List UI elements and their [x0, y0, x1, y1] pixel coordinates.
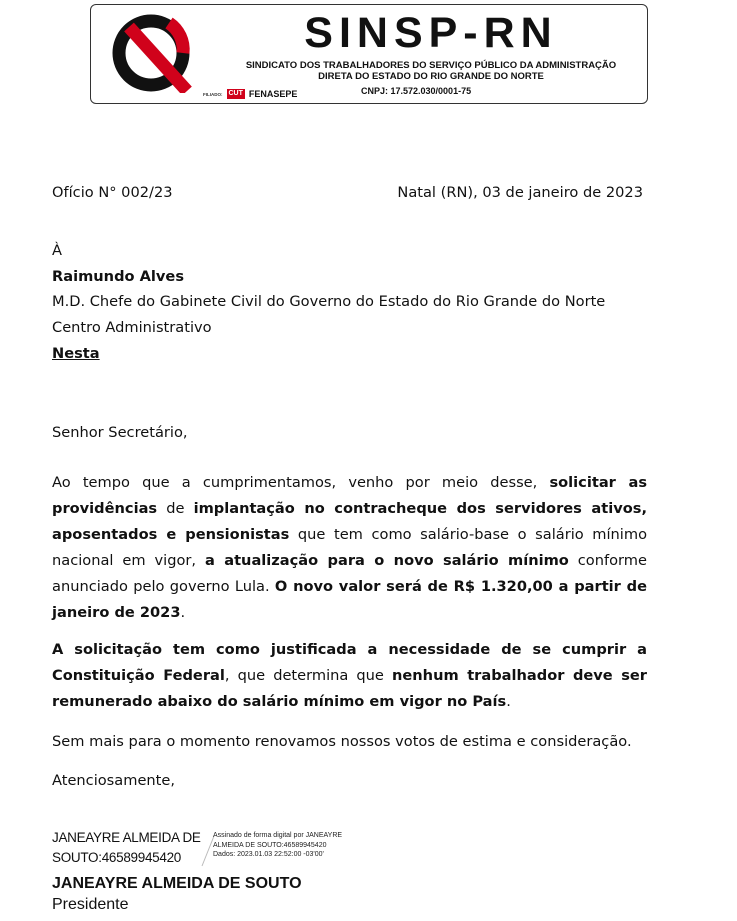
- text-run: conforme anunciado pelo governo Lula.: [52, 552, 647, 595]
- paragraph-closing-remarks: Sem mais para o momento renovamos nossos votos de estima e consideração.: [52, 733, 632, 750]
- signer-name: JANEAYRE ALMEIDA DE SOUTO: [52, 875, 302, 892]
- affiliation-label: FILIADO:: [203, 91, 223, 97]
- text-run: , que determina que: [224, 667, 392, 684]
- cut-logo: CUT: [228, 90, 243, 97]
- bold-text-run: a atualização para o novo salário mínimo: [205, 552, 569, 569]
- bold-text-run: solicitar as providências: [52, 474, 648, 517]
- org-full-name: [231, 60, 631, 82]
- org-acronym: SINSP-RN: [304, 9, 558, 57]
- affiliation: [203, 89, 297, 99]
- letterhead: [90, 4, 648, 104]
- cnpj: CNPJ: 17.572.030/0001-75: [361, 86, 472, 96]
- signature-meta-line3: Dados: 2023.01.03 22:52:00 -03'00': [213, 851, 324, 858]
- bold-text-run: O novo valor será de R$ 1.320,00 a partir de janeiro de 2023: [52, 578, 647, 621]
- digital-signature-name-line2: SOUTO:46589945420: [52, 850, 181, 865]
- text-run: Ao tempo que a cumprimentamos, venho por meio desse,: [52, 474, 550, 491]
- office-number: Ofício N° 002/23: [52, 184, 173, 201]
- text-run: .: [180, 604, 186, 621]
- signer-role: Presidente: [52, 896, 129, 913]
- recipient-prefix: À: [52, 242, 62, 259]
- greeting: Senhor Secretário,: [52, 424, 188, 441]
- digital-signature-name: [52, 828, 212, 868]
- closing: Atenciosamente,: [52, 772, 176, 789]
- paragraph-request: [52, 470, 647, 626]
- paragraph-justification: [52, 637, 647, 715]
- recipient-nesta: Nesta: [52, 345, 100, 362]
- text-run: que tem como salário-base o salário mínimo nacional em vigor,: [52, 526, 647, 569]
- signature-meta-line1: Assinado de forma digital por JANEAYRE: [213, 832, 343, 839]
- org-full-name-line2: DIRETA DO ESTADO DO RIO GRANDE DO NORTE: [318, 71, 544, 82]
- recipient-name: Raimundo Alves: [52, 268, 185, 285]
- text-run: de: [157, 500, 194, 517]
- signature-meta-line2: ALMEIDA DE SOUTO:46589945420: [213, 841, 327, 849]
- sinsp-logo-icon: [109, 13, 199, 93]
- digital-signature-meta: [213, 831, 373, 860]
- bold-text-run: A solicitação tem como justificada a necessidade de se cumprir a Constituição Federal: [52, 641, 647, 684]
- recipient-location: Centro Administrativo: [52, 319, 212, 336]
- bold-text-run: nenhum trabalhador deve ser remunerado abaixo do salário mínimo em vigor no País: [52, 667, 648, 710]
- recipient-title: M.D. Chefe do Gabinete Civil do Governo do Estado do Rio Grande do Norte: [52, 293, 606, 310]
- place-date: Natal (RN), 03 de janeiro de 2023: [397, 184, 643, 201]
- org-full-name-line1: SINDICATO DOS TRABALHADORES DO SERVIÇO PÚBLICO DA ADMINISTRAÇÃO: [245, 60, 617, 71]
- bold-text-run: implantação no contracheque dos servidores ativos, aposentados e pensionistas: [52, 500, 647, 543]
- text-run: .: [506, 693, 511, 710]
- fenasepe-logo: FENASEPE: [248, 89, 298, 99]
- digital-signature-name-line1: JANEAYRE ALMEIDA DE: [52, 830, 201, 845]
